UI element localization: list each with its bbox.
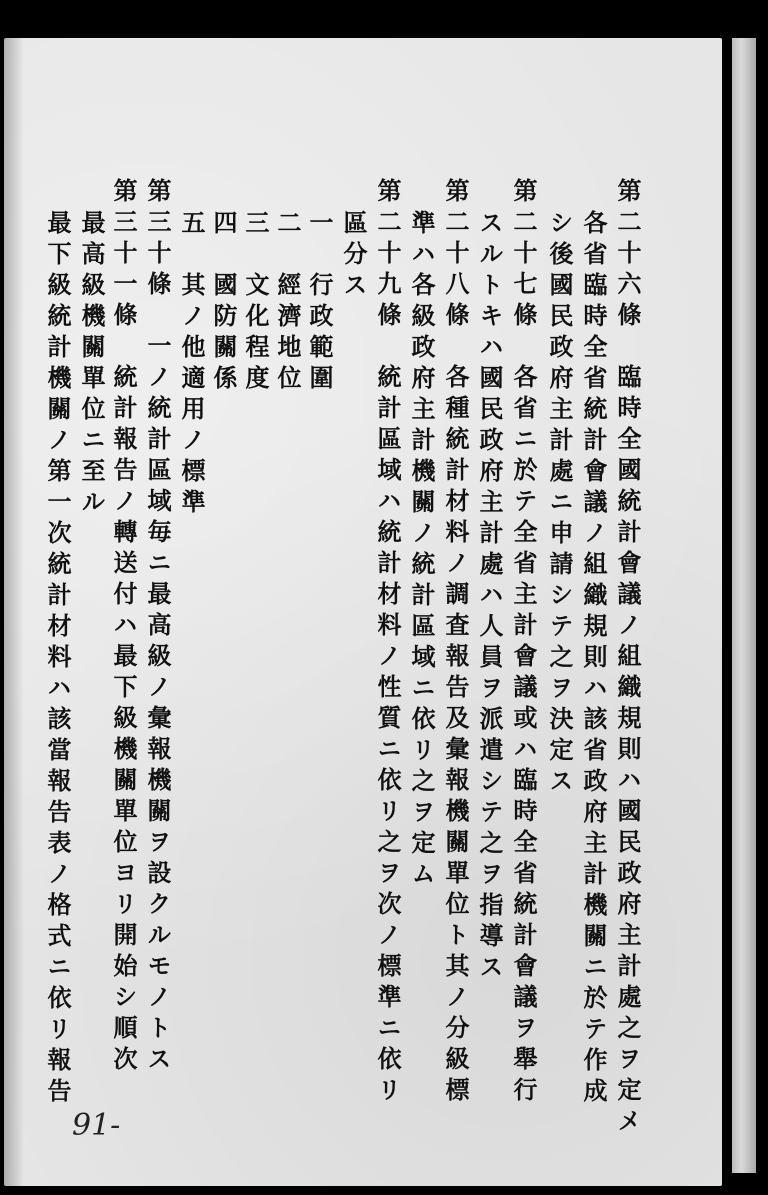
text-column-17: 最高級機關單位ニ至ル (77, 210, 106, 520)
text-column-3: シ後國民政府主計處ニ申請シテ之ヲ決定ス (545, 210, 574, 799)
text-column-1: 第二十六條 臨時全國統計會議ノ組織規則ハ國民政府主計處之ヲ定メ (613, 178, 642, 1139)
handwritten-page-number: 91- (72, 1108, 121, 1143)
text-column-6: 第二十八條 各種統計材料ノ調査報告及彙報機關單位ト其ノ分級標 (441, 178, 470, 1108)
text-column-8: 第二十九條 統計區域ハ統計材料ノ性質ニ依リ之ヲ次ノ標準ニ依リ (373, 178, 402, 1108)
text-column-7: 準ハ各級政府主計機關ノ統計區域ニ依リ之ヲ定ム (407, 210, 436, 892)
text-column-13: 四 國防關係 (209, 210, 238, 396)
text-column-18: 最下級統計機關ノ第一次統計材料ハ該當報告表ノ格式ニ依リ報告 (43, 210, 72, 1109)
text-column-14: 五 其ノ他適用ノ標準 (177, 210, 206, 520)
text-column-15: 第三十條 一ノ統計區域毎ニ最高級ノ彙報機關ヲ設クルモノトス (143, 178, 172, 1077)
text-column-2: 各省臨時全省統計會議ノ組織規則ハ該省政府主計機關ニ於テ作成 (579, 210, 608, 1109)
text-column-11: 二 經濟地位 (273, 210, 302, 396)
binding-shadow (4, 38, 24, 1186)
text-column-12: 三 文化程度 (241, 210, 270, 396)
text-column-10: 一 行政範圍 (305, 210, 334, 396)
text-column-9: 區分ス (339, 210, 368, 303)
text-column-4: 第二十七條 各省ニ於テ全省主計會議或ハ臨時全省統計會議ヲ舉行 (509, 178, 538, 1108)
next-page-edge (732, 38, 756, 1173)
text-column-5: スルトキハ國民政府主計處ハ人員ヲ派遣シテ之ヲ指導ス (475, 210, 504, 985)
text-column-16: 第三十一條 統計報告ノ轉送付ハ最下級機關單位ヨリ開始シ順次 (109, 178, 138, 1077)
